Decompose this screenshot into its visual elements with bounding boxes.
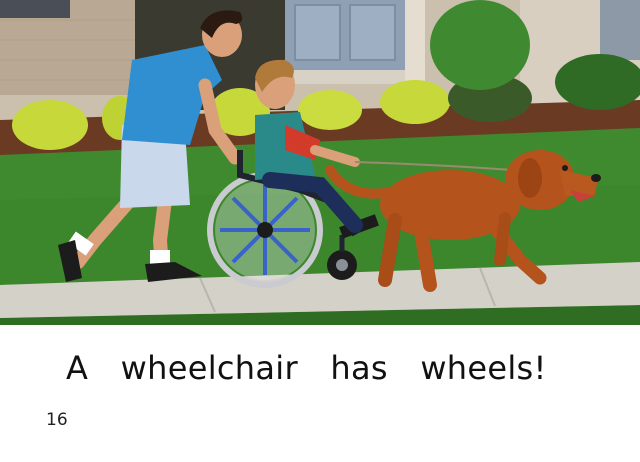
window [0,0,70,18]
page-caption: A wheelchair has wheels! [66,349,547,387]
page-number: 16 [46,410,68,430]
yellow-shrub [12,100,88,150]
tall-shrub [430,0,530,90]
